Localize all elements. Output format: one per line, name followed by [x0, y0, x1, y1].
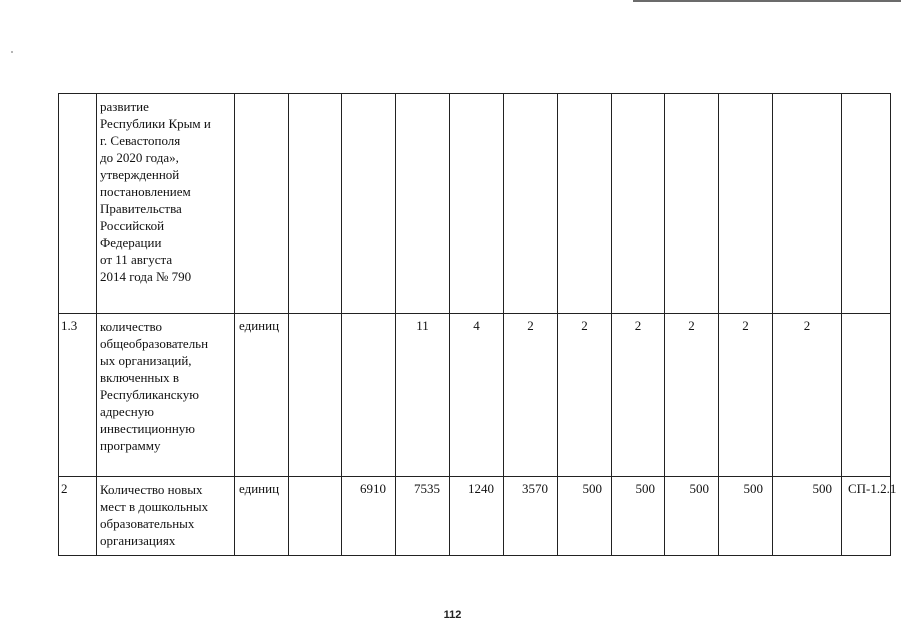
value — [558, 94, 611, 97]
page-number: 112 — [443, 609, 462, 621]
value: 500 — [812, 481, 832, 496]
value-cell — [719, 477, 773, 556]
value — [396, 94, 449, 97]
row-index-cell — [59, 94, 97, 314]
value: 500 — [689, 481, 709, 496]
value — [450, 94, 503, 97]
value-cell — [773, 314, 842, 477]
indicator-name-cell — [97, 94, 235, 314]
table-row — [59, 94, 891, 314]
value: 2 — [634, 318, 642, 333]
value-cell — [450, 314, 504, 477]
table-row — [59, 477, 891, 556]
value-cell — [665, 477, 719, 556]
value: 2 — [527, 318, 534, 333]
value: 3570 — [522, 481, 548, 496]
value-cell — [342, 314, 396, 477]
value-cell — [289, 477, 342, 556]
unit: единиц — [239, 318, 280, 333]
value-cell — [289, 314, 342, 477]
code-cell — [842, 477, 897, 556]
value — [289, 94, 341, 97]
value — [612, 94, 664, 97]
value-cell — [342, 94, 396, 314]
code-cell — [842, 314, 891, 477]
program-code — [842, 94, 890, 97]
value — [289, 477, 341, 480]
value-cell — [612, 477, 665, 556]
unit-cell — [235, 94, 289, 314]
value-cell — [719, 314, 773, 477]
value-cell — [450, 477, 504, 556]
value-cell — [665, 314, 719, 477]
value: 11 — [416, 318, 429, 333]
value-cell — [289, 94, 342, 314]
value-cell — [665, 94, 719, 314]
value-cell — [396, 477, 450, 556]
row-index — [59, 94, 96, 97]
value-cell — [504, 477, 558, 556]
value — [289, 314, 341, 317]
value — [504, 94, 557, 97]
value-cell — [396, 94, 450, 314]
value: 2 — [581, 318, 588, 333]
value — [719, 94, 772, 97]
value: 500 — [743, 481, 763, 496]
row-index-cell — [59, 477, 97, 556]
value-cell — [773, 94, 842, 314]
value — [665, 94, 718, 97]
table-row — [59, 314, 891, 477]
indicator-name: Количество новых мест в дошкольных образовательных организациях — [100, 482, 209, 548]
code-cell — [842, 94, 891, 314]
value — [342, 94, 395, 97]
value-cell — [504, 94, 558, 314]
unit-cell — [235, 477, 289, 556]
value-cell — [612, 94, 665, 314]
value-cell — [719, 94, 773, 314]
value: 6910 — [360, 481, 386, 496]
value-cell — [612, 314, 665, 477]
row-index: 1.3 — [61, 318, 78, 333]
unit — [235, 94, 288, 97]
value — [773, 94, 841, 97]
value: 1240 — [468, 481, 494, 496]
value-cell — [558, 314, 612, 477]
value: 2 — [742, 318, 749, 333]
indicator-name-cell — [97, 477, 235, 556]
unit: единиц — [239, 481, 280, 496]
indicator-table — [58, 93, 897, 556]
indicator-name-cell — [97, 314, 235, 477]
value-cell — [773, 477, 842, 556]
value-cell — [396, 314, 450, 477]
row-index-cell — [59, 314, 97, 477]
value: 2 — [803, 318, 811, 333]
indicator-name: количество общеобразовательн ых организаций, включенных в Республиканскую адресную инвестиционную программу — [100, 319, 209, 453]
row-index: 2 — [61, 481, 68, 496]
value: 2 — [688, 318, 695, 333]
value: 7535 — [414, 481, 440, 496]
value — [342, 314, 395, 317]
top-rule — [633, 0, 901, 2]
value-cell — [342, 477, 396, 556]
indicator-name: развитие Республики Крым и г. Севастополя до 2020 года», утвержденной постановлением Правительства Российской Федерации от 11 августа 2014 года № 790 — [100, 99, 211, 284]
value-cell — [558, 94, 612, 314]
value-cell — [450, 94, 504, 314]
unit-cell — [235, 314, 289, 477]
program-code: СП-1.2.1 — [848, 481, 897, 496]
value: 500 — [582, 481, 602, 496]
scan-speck — [11, 51, 13, 53]
value: 500 — [635, 481, 655, 496]
value-cell — [504, 314, 558, 477]
value: 4 — [473, 318, 480, 333]
value-cell — [558, 477, 612, 556]
program-code — [842, 314, 890, 317]
